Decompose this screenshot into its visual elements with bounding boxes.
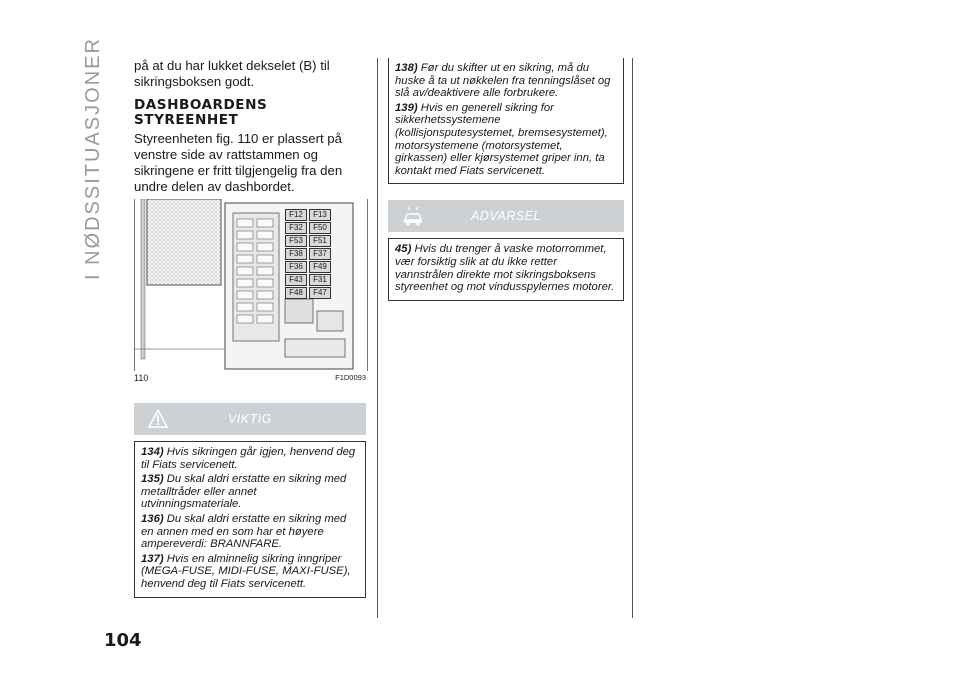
fuse-label: F49: [309, 261, 331, 273]
note-item: [141, 446, 359, 471]
note-text: Du skal aldri erstatte en sikring med metalltråder eller annet utvinningsmateriale.: [141, 473, 347, 511]
page-number: 104: [104, 630, 142, 651]
fuse-label: F31: [309, 274, 331, 286]
note-text: Hvis en alminnelig sikring inngriper (MEGA-FUSE, MIDI-FUSE, MAXI-FUSE), henvend deg til Fiats servicenett.: [141, 552, 351, 590]
warning-icon: [148, 409, 168, 429]
note-item: [395, 102, 617, 178]
note-number: 135): [141, 473, 164, 486]
viktig-banner: [134, 403, 366, 435]
figure-code: F1D0093: [335, 373, 366, 382]
note-item: [395, 62, 617, 100]
side-title-text: I NØDSSITUASJONER: [82, 37, 104, 280]
advarsel-notes: [388, 238, 624, 300]
fuse-label: F47: [309, 287, 331, 299]
fuse-label: F51: [309, 235, 331, 247]
column-divider-left: [377, 58, 378, 618]
fuse-label: F36: [285, 261, 307, 273]
fuse-label: F43: [285, 274, 307, 286]
fuse-label: F38: [285, 248, 307, 260]
note-item: [141, 553, 359, 591]
fuse-label: F37: [309, 248, 331, 260]
note-number: 139): [395, 101, 418, 114]
fuse-box-figure: [134, 199, 368, 371]
note-text: Du skal aldri erstatte en sikring med en annen med en som har et høyere ampereverdi: BRANNFARE.: [141, 512, 347, 551]
figure-number: 110: [134, 373, 149, 383]
note-item: [141, 513, 359, 551]
fuse-label: F32: [285, 222, 307, 234]
body-paragraph: Styreenheten fig. 110 er plassert på venstre side av rattstammen og sikringene er fritt tilgjengelig fra den undre delen av dashbordet.: [134, 131, 343, 194]
note-number: 137): [141, 552, 164, 565]
intro-paragraph: på at du har lukket dekselet (B) til sikringsboksen godt.: [134, 58, 330, 89]
note-number: 134): [141, 446, 164, 458]
continued-notes: [388, 58, 624, 184]
car-warning-icon: [402, 206, 424, 226]
column-left: [134, 58, 366, 598]
note-number: 136): [141, 512, 164, 525]
note-text: Før du skifter ut en sikring, må du huske å ta ut nøkkelen fra tenningslåset og slå av/deaktivere alle forbrukere.: [395, 62, 611, 100]
column-middle: [388, 58, 624, 301]
fuse-label: F12: [285, 209, 307, 221]
note-text: Hvis en generell sikring for sikkerhetssystemene (kollisjonsputesystemet, bremsesystemet), motorsystemene (motorsystemet, girkassen) eller kjørsystemet griper inn, ta kontakt med Fiats servicenett.: [395, 101, 608, 177]
figure-caption: [134, 373, 366, 383]
note-number: 138): [395, 62, 418, 74]
note-text: Hvis du trenger å vaske motorrommet, vær forsiktig slik at du ikke retter vannstrålen direkte mot sikringsboksens styreenhet og mot vindusspylernes motorer.: [395, 243, 615, 294]
note-number: 45): [395, 243, 412, 256]
fuse-box-illustration: [135, 199, 367, 371]
viktig-notes: [134, 441, 366, 598]
note-item: [395, 243, 617, 293]
section-heading: DASHBOARDENS STYREENHET: [134, 97, 268, 128]
fuse-label: F13: [309, 209, 331, 221]
note-item: [141, 473, 359, 511]
fuse-label: F53: [285, 235, 307, 247]
column-divider-right: [632, 58, 633, 618]
note-text: Hvis sikringen går igjen, henvend deg til Fiats servicenett.: [141, 446, 356, 471]
advarsel-banner: [388, 200, 624, 232]
fuse-label: F50: [309, 222, 331, 234]
fuse-label: F48: [285, 287, 307, 299]
section-side-title: [82, 37, 106, 280]
advarsel-title: ADVARSEL: [470, 209, 541, 224]
viktig-title: VIKTIG: [228, 412, 272, 426]
